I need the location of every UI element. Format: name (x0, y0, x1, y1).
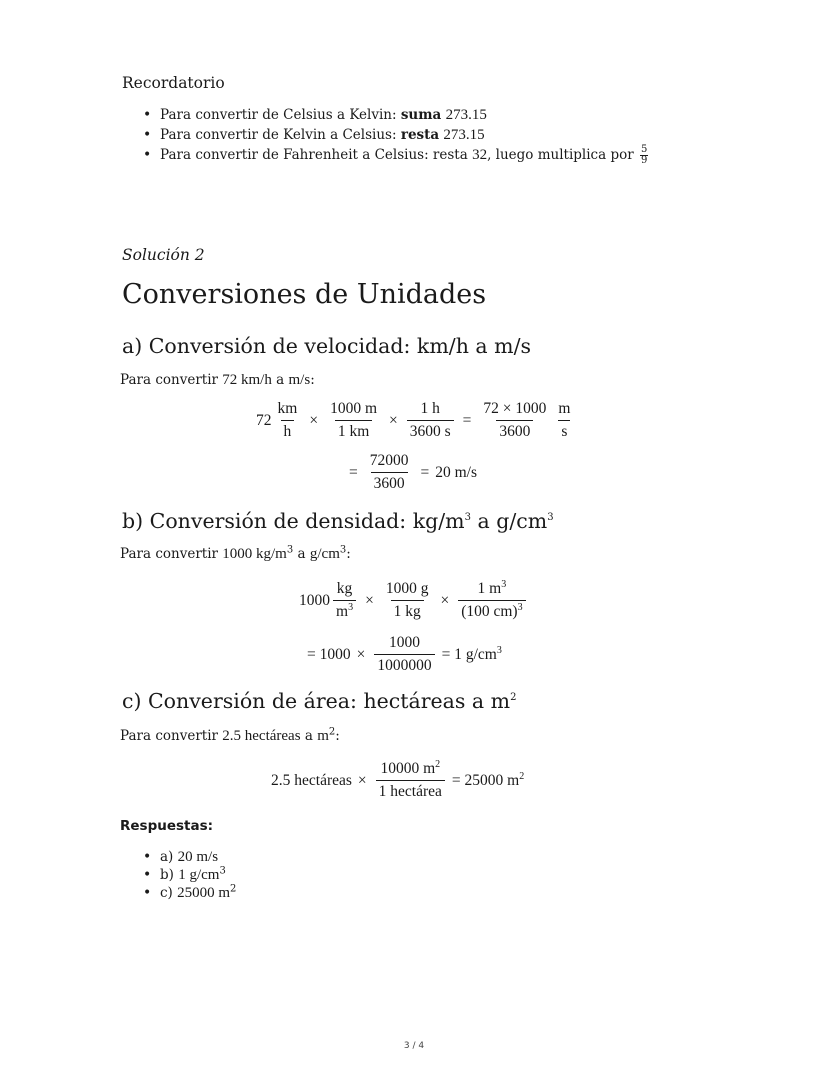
fraction: $\frac{1000}{1000000}$ (374, 634, 434, 675)
section-a-intro: Para convertir 72 km/h a m/s: (120, 372, 315, 388)
answers-list (122, 848, 236, 902)
section-c-title: c) Conversión de área: hectáreas a $m^2$ (122, 689, 517, 713)
reminder-value: 273.15 (443, 127, 485, 143)
fraction: $\frac{km}{h}$ (277, 400, 298, 440)
reminder-text-after: , luego multiplica por (487, 147, 638, 163)
reminder-list (122, 105, 650, 166)
list-item (122, 145, 650, 166)
fraction: $\frac{1 h}{3600 s}$ (407, 400, 454, 441)
reminder-text: Para convertir de Celsius a Kelvin: (160, 107, 401, 123)
fraction: $\frac{72 \times 1000}{3600}$ (483, 400, 547, 440)
reminder-bold: suma (400, 107, 442, 123)
equation-a-line-2: = $\frac{72000}{3600}$ = 20 m/s (349, 452, 478, 492)
fraction: $\frac{1000 m}{1 km}$ (330, 400, 377, 440)
list-item: • a) 20 m/s (122, 848, 236, 866)
equation-c: 2.5 hectáreas × $\frac{10000 m^2}{\text{1 hectárea}}$ = 25000 $m^2$ (271, 758, 525, 800)
fraction: $\frac{1 m^3}{(100 cm)^3}$ (458, 580, 525, 621)
solution-label: Solución 2 (122, 246, 205, 264)
fraction: $\frac{1000 g}{1 kg}$ (385, 580, 429, 620)
equation-b-line-2: = 1000 × $\frac{1000}{1000000}$ = 1 $g/cm^3$ (307, 634, 502, 674)
list-item (122, 125, 650, 145)
list-item (122, 105, 650, 125)
list-item: • b) 1 $g/cm^3$ (122, 866, 236, 884)
reminder-value: 273.15 (445, 107, 487, 123)
section-b-title: b) Conversión de densidad: $kg/m^3$ a $g/cm^3$ (122, 509, 554, 533)
equation-b-line-1: 1000 $\frac{kg}{m^3}$ × $\frac{1000 g}{1 kg}$ × $\frac{1 m^3}{(100 cm)^3}$ (299, 580, 529, 621)
section-c-intro: Para convertir 2.5 hectáreas a $m^2$: (120, 726, 340, 744)
equation-a-line-1: 72 $\frac{km}{h}$ × $\frac{1000 m}{1 km}$ × $\frac{1 h}{3600 s}$ = $\frac{72 \times 1000}{3600}$ $\frac{m}{s}$ (256, 400, 576, 441)
answers-heading: Respuestas: (120, 818, 214, 834)
fraction: $\frac{m}{s}$ (558, 400, 571, 440)
page-number: 3 / 4 (403, 1041, 425, 1051)
section-a-title: a) Conversión de velocidad: km/h a m/s (122, 334, 532, 358)
fraction-five-ninths: $\frac{5}{9}$ (640, 144, 648, 166)
reminder-text: Para convertir de Kelvin a Celsius: (160, 127, 401, 143)
fraction: $\frac{kg}{m^3}$ (333, 580, 356, 621)
reminder-text: Para convertir de Fahrenheit a Celsius: resta (160, 147, 473, 163)
reminder-value: 32 (472, 147, 488, 163)
list-item: • c) 25000 $m^2$ (122, 884, 236, 902)
fraction: $\frac{10000 m^2}{\text{1 hectárea}}$ (376, 760, 445, 801)
reminder-bold: resta (400, 127, 440, 143)
reminder-heading: Recordatorio (122, 74, 225, 92)
page-title: Conversiones de Unidades (122, 279, 487, 310)
fraction: $\frac{72000}{3600}$ (369, 452, 409, 492)
section-b-intro: Para convertir 1000 $kg/m^3$ a $g/cm^3$: (120, 544, 351, 562)
